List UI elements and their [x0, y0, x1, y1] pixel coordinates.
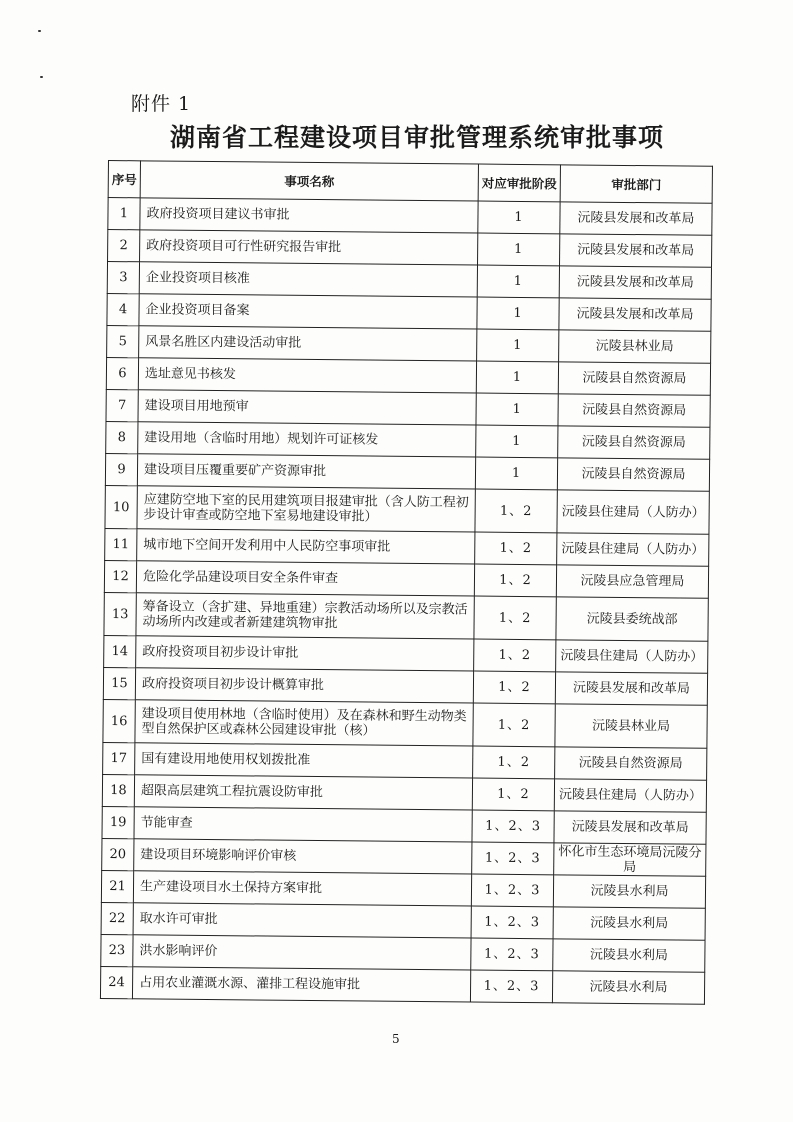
approval-stage: 1 — [475, 457, 557, 490]
item-name: 选址意见书核发 — [138, 358, 476, 393]
approval-department: 沅陵县发展和改革局 — [559, 266, 711, 299]
attachment-label: 附件 1 — [131, 93, 192, 115]
approval-department: 沅陵县发展和改革局 — [554, 811, 706, 844]
approval-stage: 1、2 — [474, 639, 556, 672]
approval-stage: 1 — [477, 297, 559, 330]
approval-stage: 1、2 — [474, 596, 556, 640]
item-name: 城市地下空间开发利用中人民防空事项审批 — [137, 529, 475, 564]
approval-stage: 1、2 — [475, 489, 557, 533]
approval-stage: 1、2 — [475, 532, 557, 565]
column-header-stage: 对应审批阶段 — [478, 164, 560, 202]
approval-department: 沅陵县林业局 — [555, 704, 707, 748]
item-name: 企业投资项目核准 — [139, 262, 477, 297]
approval-department: 沅陵县发展和改革局 — [560, 234, 712, 267]
approval-stage: 1、2、3 — [472, 842, 554, 875]
scan-speck — [40, 76, 43, 78]
approval-stage: 1 — [478, 201, 560, 234]
row-number: 10 — [105, 485, 137, 528]
row-number: 22 — [101, 902, 133, 934]
item-name: 占用农业灌溉水源、灌排工程设施审批 — [132, 967, 470, 1002]
item-name: 企业投资项目备案 — [139, 294, 477, 329]
approval-stage: 1、2、3 — [472, 810, 554, 843]
row-number: 12 — [104, 560, 136, 592]
approval-stage: 1、2、3 — [471, 874, 553, 907]
row-number: 1 — [108, 198, 140, 230]
table-row — [100, 966, 704, 1004]
item-name: 建设用地（含临时用地）规划许可证核发 — [138, 422, 476, 457]
approval-department: 沅陵县委统战部 — [556, 597, 708, 641]
approval-stage: 1、2 — [474, 564, 556, 597]
item-name: 风景名胜区内建设活动审批 — [139, 326, 477, 361]
item-name: 建设项目压覆重要矿产资源审批 — [137, 454, 475, 489]
table-row — [105, 485, 709, 534]
item-name: 生产建设项目水土保持方案审批 — [133, 871, 471, 906]
row-number: 18 — [102, 774, 134, 806]
item-name: 应建防空地下室的民用建筑项目报建审批（含人防工程初步设计审查或防空地下室易地建设审批） — [137, 486, 475, 532]
row-number: 24 — [100, 966, 132, 998]
item-name: 建设项目用地预审 — [138, 390, 476, 425]
approval-department: 沅陵县自然资源局 — [558, 426, 710, 459]
row-number: 21 — [101, 870, 133, 902]
row-number: 11 — [105, 528, 137, 560]
approval-stage: 1 — [478, 233, 560, 266]
page-number: 5 — [392, 1032, 400, 1046]
approval-items-table — [100, 160, 713, 1005]
approval-stage: 1、2 — [473, 671, 555, 704]
approval-department: 沅陵县自然资源局 — [555, 747, 707, 780]
item-name: 建设项目使用林地（含临时使用）及在森林和野生动物类型自然保护区或森林公园建设审批（核） — [135, 700, 473, 746]
approval-department: 沅陵县应急管理局 — [556, 565, 708, 598]
row-number: 4 — [107, 293, 139, 325]
row-number: 8 — [106, 421, 138, 453]
approval-department: 沅陵县林业局 — [559, 330, 711, 363]
item-name: 筹备设立（含扩建、异地重建）宗教活动场所以及宗教活动场所内改建或者新建建筑物审批 — [136, 593, 474, 639]
row-number: 2 — [108, 230, 140, 262]
row-number: 15 — [103, 667, 135, 699]
item-name: 政府投资项目初步设计概算审批 — [135, 668, 473, 703]
row-number: 9 — [105, 453, 137, 485]
item-name: 节能审查 — [134, 807, 472, 842]
table-row — [104, 592, 708, 641]
approval-department: 怀化市生态环境局沅陵分局 — [554, 843, 706, 876]
row-number: 16 — [103, 699, 135, 742]
approval-department: 沅陵县水利局 — [553, 875, 705, 908]
item-name: 取水许可审批 — [133, 903, 471, 938]
approval-department: 沅陵县住建局（人防办） — [556, 640, 708, 673]
item-name: 政府投资项目可行性研究报告审批 — [140, 230, 478, 265]
approval-stage: 1 — [476, 361, 558, 394]
approval-stage: 1 — [476, 425, 558, 458]
approval-department: 沅陵县住建局（人防办） — [554, 779, 706, 812]
column-header-number: 序号 — [108, 161, 140, 198]
approval-department: 沅陵县自然资源局 — [557, 458, 709, 491]
item-name: 洪水影响评价 — [133, 935, 471, 970]
document-title: 湖南省工程建设项目审批管理系统审批事项 — [170, 123, 665, 152]
row-number: 13 — [104, 592, 136, 635]
approval-stage: 1、2、3 — [470, 970, 552, 1003]
approval-stage: 1 — [477, 329, 559, 362]
approval-stage: 1 — [477, 265, 559, 298]
approval-department: 沅陵县自然资源局 — [558, 362, 710, 395]
approval-department: 沅陵县住建局（人防办） — [557, 533, 709, 566]
approval-department: 沅陵县自然资源局 — [558, 394, 710, 427]
approval-stage: 1 — [476, 393, 558, 426]
row-number: 3 — [107, 262, 139, 294]
item-name: 政府投资项目建议书审批 — [140, 198, 478, 233]
row-number: 14 — [104, 635, 136, 667]
item-name: 政府投资项目初步设计审批 — [136, 636, 474, 671]
row-number: 7 — [106, 389, 138, 421]
row-number: 23 — [101, 934, 133, 966]
approval-department: 沅陵县水利局 — [553, 939, 705, 972]
approval-department: 沅陵县水利局 — [553, 907, 705, 940]
row-number: 5 — [107, 325, 139, 357]
approval-department: 沅陵县发展和改革局 — [555, 672, 707, 705]
approval-department: 沅陵县发展和改革局 — [560, 202, 712, 235]
column-header-item-name: 事项名称 — [140, 161, 478, 201]
item-name: 超限高层建筑工程抗震设防审批 — [134, 775, 472, 810]
item-name: 危险化学品建设项目安全条件审查 — [136, 561, 474, 596]
approval-stage: 1、2 — [473, 746, 555, 779]
table-row — [103, 699, 707, 748]
approval-department: 沅陵县水利局 — [552, 971, 704, 1004]
approval-department: 沅陵县发展和改革局 — [559, 298, 711, 331]
item-name: 建设项目环境影响评价审核 — [134, 839, 472, 874]
scan-speck — [38, 30, 41, 32]
column-header-department: 审批部门 — [560, 165, 712, 203]
approval-stage: 1、2 — [472, 778, 554, 811]
approval-stage: 1、2、3 — [471, 938, 553, 971]
row-number: 6 — [106, 357, 138, 389]
approval-stage: 1、2 — [473, 703, 555, 747]
row-number: 20 — [102, 838, 134, 870]
table-header-row — [108, 161, 712, 204]
approval-stage: 1、2、3 — [471, 906, 553, 939]
row-number: 17 — [103, 742, 135, 774]
row-number: 19 — [102, 806, 134, 838]
item-name: 国有建设用地使用权划拨批准 — [135, 743, 473, 778]
approval-department: 沅陵县住建局（人防办） — [557, 490, 709, 534]
